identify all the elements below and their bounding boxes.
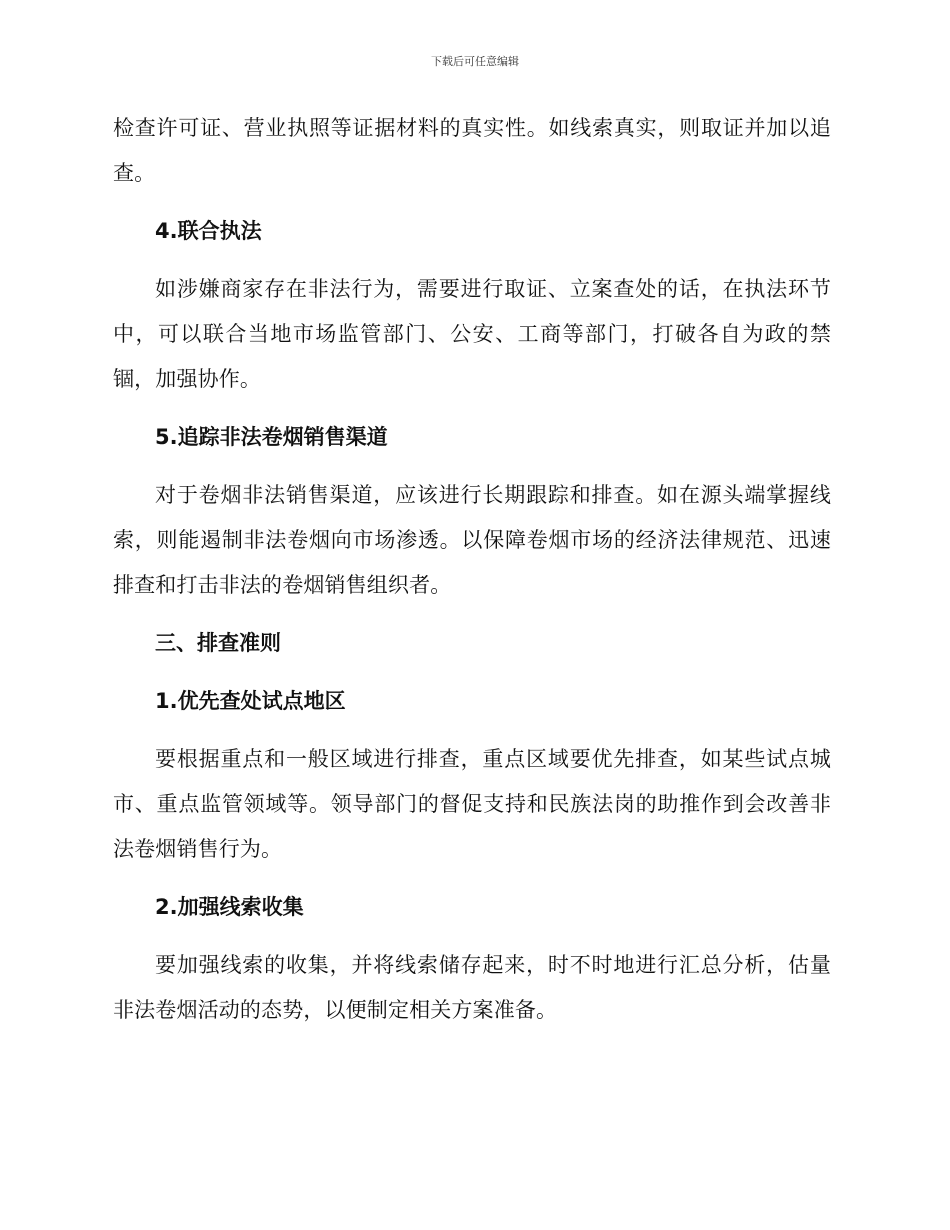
paragraph-clue-collection: 要加强线索的收集，并将线索储存起来，时不时地进行汇总分析，估量非法卷烟活动的态势，以便制定相关方案准备。: [113, 953, 831, 1022]
paragraph-priority-areas: 要根据重点和一般区域进行排查，重点区域要优先排查，如某些试点城市、重点监管领域等。领导部门的督促支持和民族法岗的助推作到会改善非法卷烟销售行为。: [113, 747, 831, 861]
paragraph-joint-enforcement: 如涉嫌商家存在非法行为，需要进行取证、立案查处的话，在执法环节中，可以联合当地市场监管部门、公安、工商等部门，打破各自为政的禁锢，加强协作。: [113, 277, 831, 391]
page-header: 下载后可任意编辑: [431, 55, 519, 68]
paragraph-intro: 检查许可证、营业执照等证据材料的真实性。如线索真实，则取证并加以追查。: [113, 116, 831, 185]
heading-section-three: 三、排查准则: [155, 631, 281, 655]
heading-joint-enforcement: 4.联合执法: [155, 219, 262, 243]
heading-priority-areas: 1.优先查处试点地区: [155, 689, 346, 713]
heading-clue-collection: 2.加强线索收集: [155, 895, 304, 919]
paragraph-track-channels: 对于卷烟非法销售渠道，应该进行长期跟踪和排查。如在源头端掌握线索，则能遏制非法卷烟向市场渗透。以保障卷烟市场的经济法律规范、迅速排查和打击非法的卷烟销售组织者。: [113, 483, 831, 597]
heading-track-channels: 5.追踪非法卷烟销售渠道: [155, 425, 388, 449]
document-body: [113, 106, 831, 1033]
